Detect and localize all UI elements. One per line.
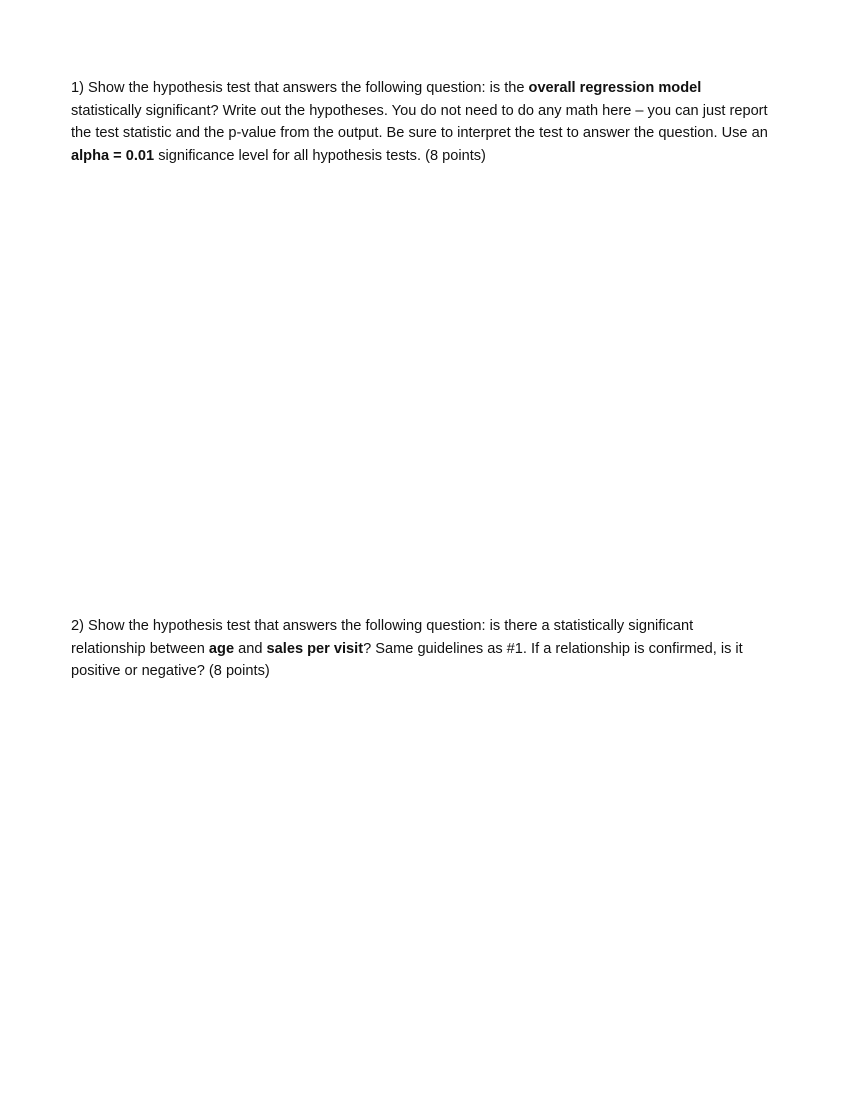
q2-seg-3-bold: sales per visit bbox=[266, 640, 364, 657]
q2-seg-2: and bbox=[234, 640, 267, 657]
q1-seg-2: statistically significant? Write out the hypotheses. You do not need to do any math here – you can just report the test statistic and the p-value from the output. Be sure to interpret the test to answer the question. Use an bbox=[71, 102, 768, 141]
answer-space-2[interactable] bbox=[71, 688, 771, 1088]
q2-seg-0: 2) Show the hypothesis test that answers the following question: is there a statistically significant relationship between bbox=[71, 618, 694, 657]
q1-seg-1-bold: overall regression model bbox=[528, 80, 702, 96]
question-1 bbox=[71, 77, 771, 167]
q1-seg-0: 1) Show the hypothesis test that answers the following question: is the bbox=[71, 80, 529, 96]
q1-seg-4: significance level for all hypothesis tests. (8 points) bbox=[154, 147, 486, 164]
question-2 bbox=[71, 615, 771, 683]
answer-space-1[interactable] bbox=[71, 172, 771, 602]
q2-seg-1-bold: age bbox=[208, 640, 235, 657]
q2-seg-4: ? Same guidelines as #1. If a relationship is confirmed, is it positive or negative? (8 points) bbox=[71, 640, 743, 679]
q1-seg-3-bold: alpha = 0.01 bbox=[71, 147, 155, 164]
